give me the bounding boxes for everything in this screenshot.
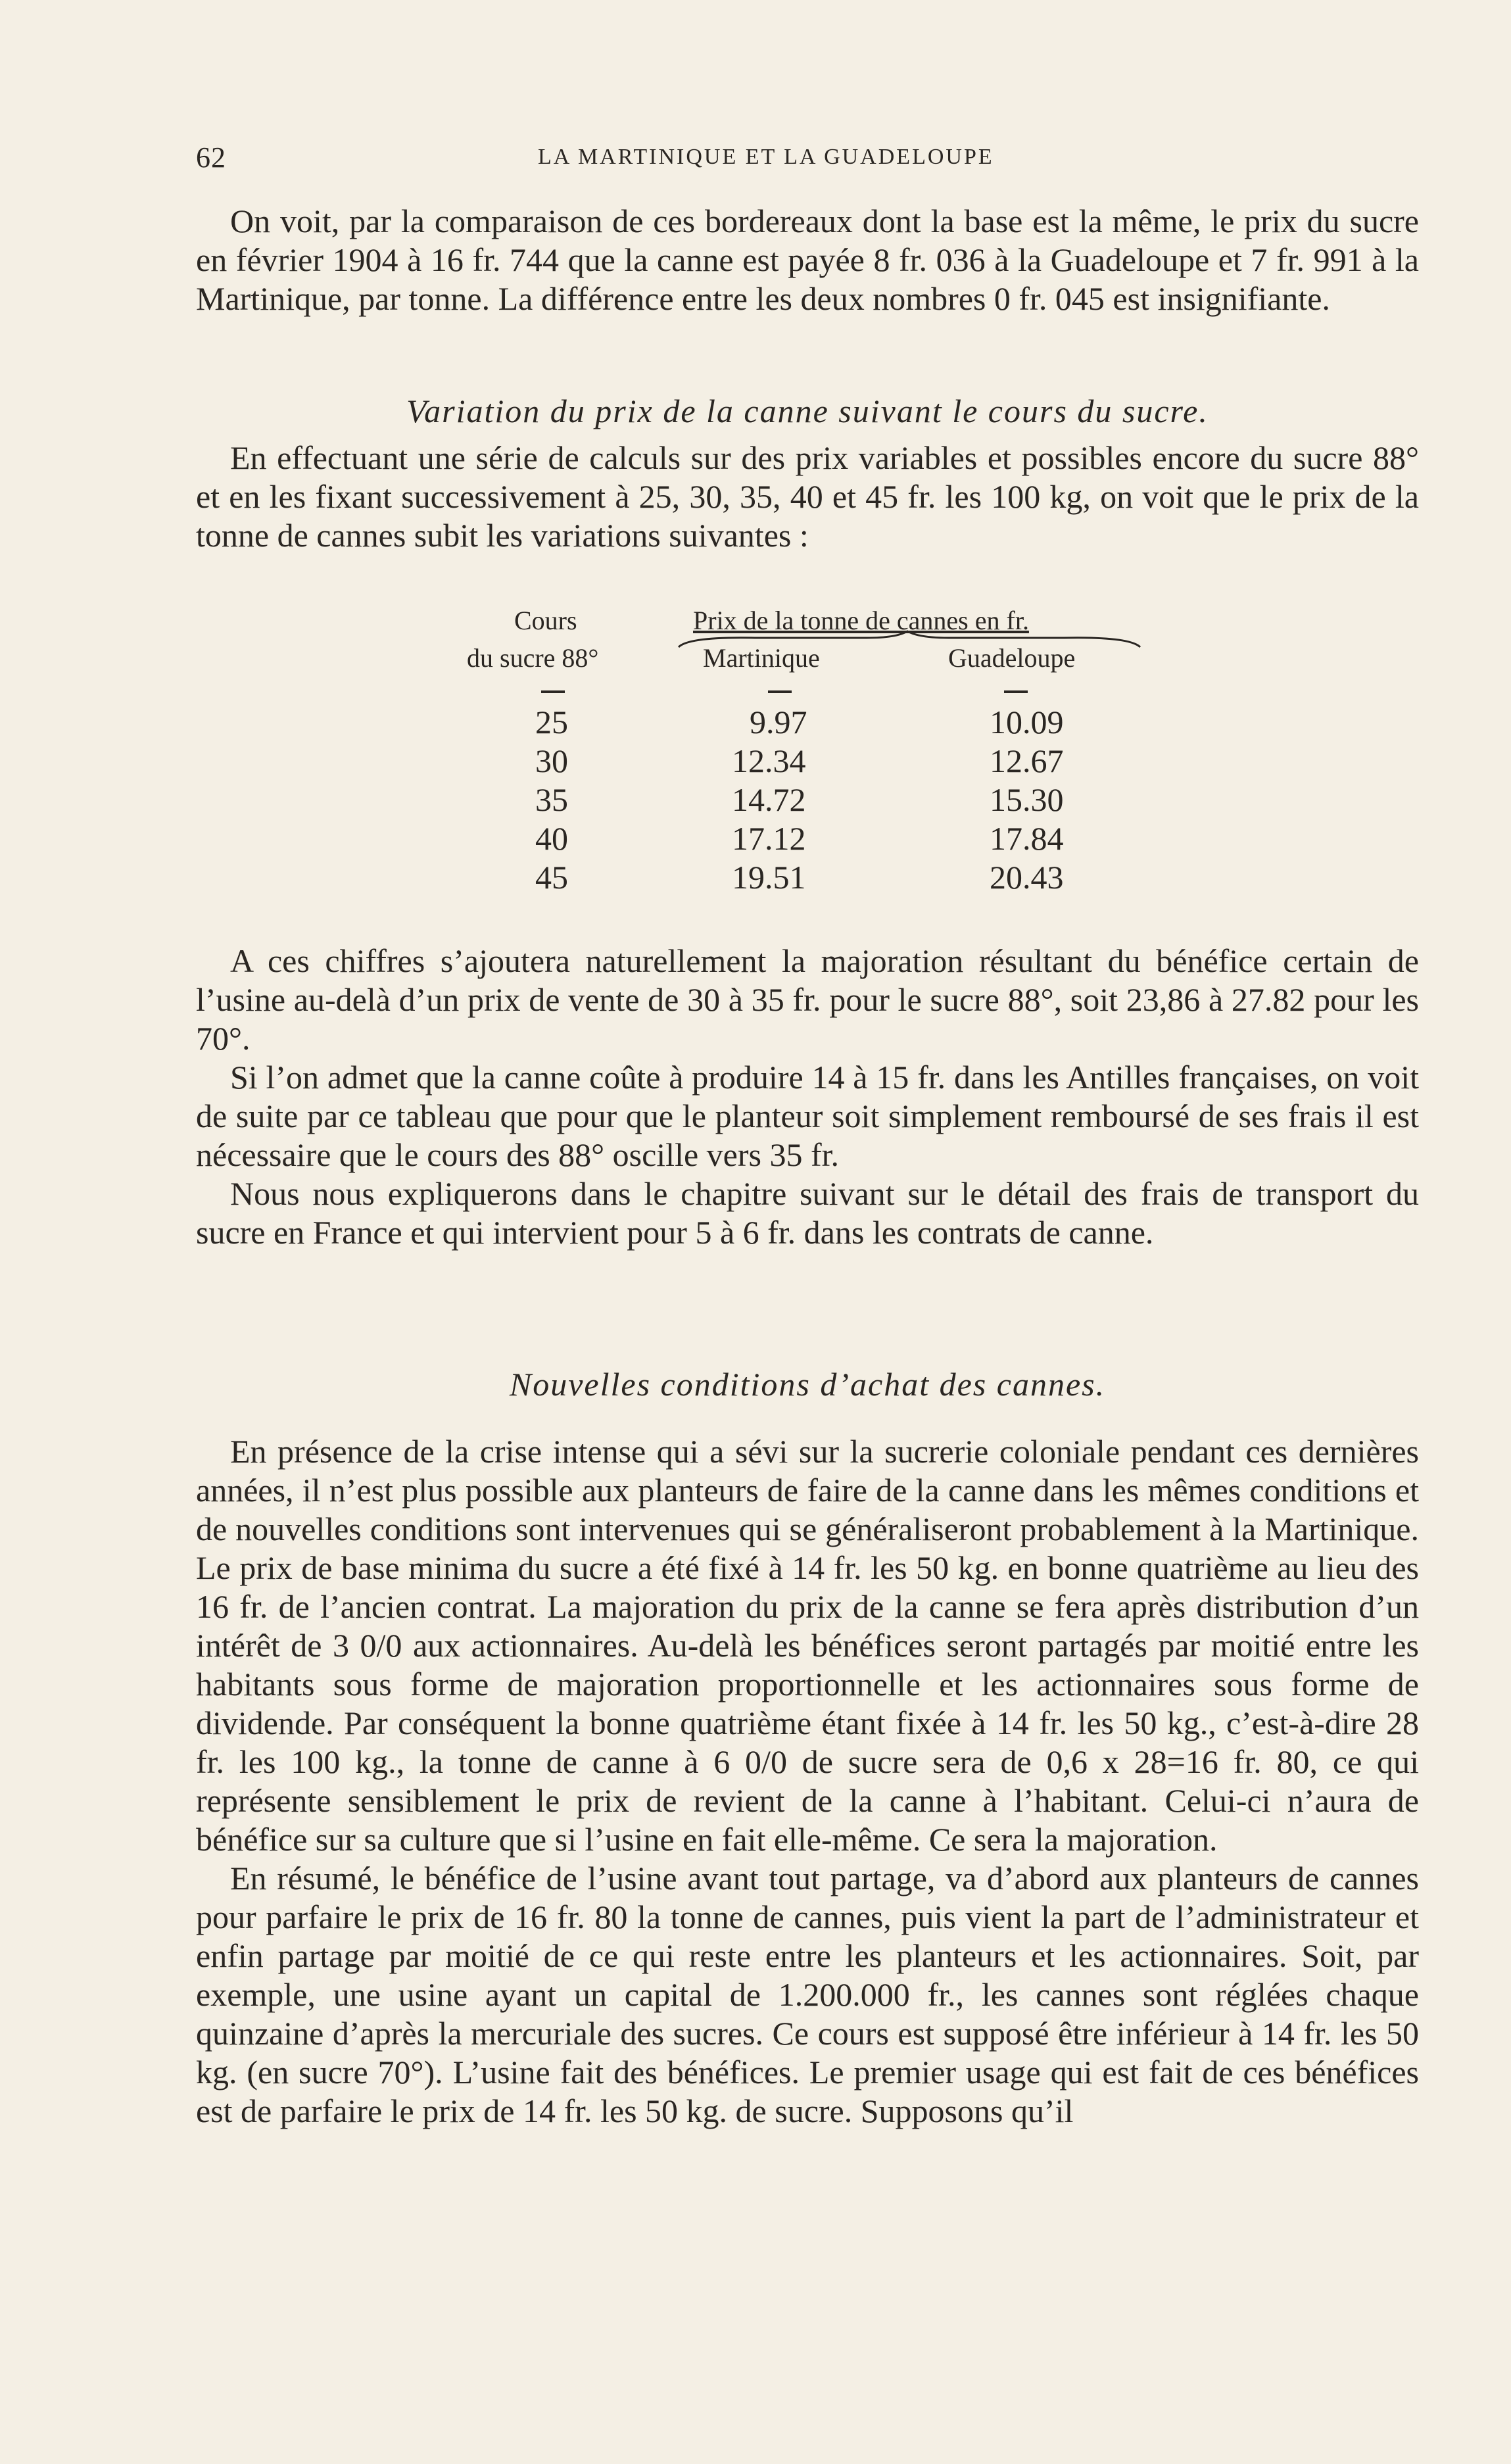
table-cell-martinique: 19.51 xyxy=(732,859,806,896)
table-header-guadeloupe: Guadeloupe xyxy=(948,643,1076,673)
table-header-cours: Cours xyxy=(514,606,577,635)
price-table xyxy=(196,605,1419,901)
paragraph: En résumé, le bénéfice de l’usine avant tout partage, va d’abord aux planteurs de cannes pour parfaire le prix de 16 fr. 80 la tonne de cannes, puis vient la part de l’administrateur et enfin partage par moitié de ce qui reste entre les planteurs et les actionnaires. Soit, par exemple, une usine ayant un capital de 1.200.000 fr., les cannes sont réglées chaque quinzaine d’après la mercuriale des sucres. Ce cours est supposé être inférieur à 14 fr. les 50 kg. (en sucre 70°). L’usine fait des bénéfices. Le premier usage qui est fait de ces bénéfices est de parfaire le prix de 14 fr. les 50 kg. de sucre. Supposons qu’il xyxy=(196,1860,1419,2129)
table-cell-guadeloupe: 15.30 xyxy=(990,781,1064,818)
table-cell-martinique: 17.12 xyxy=(732,820,806,857)
page-header xyxy=(196,141,1419,180)
paragraph: A ces chiffres s’ajoutera naturellement la majoration résultant du bénéfice certain de l’usine au-delà d’un prix de vente de 30 à 35 fr. pour le sucre 88°, soit 23,86 à 27.82 pour les 70°. xyxy=(196,942,1419,1057)
paragraph: En présence de la crise intense qui a sévi sur la sucrerie coloniale pendant ces dernières années, il n’est plus possible aux planteurs de faire de la canne dans les mêmes conditions et de nouvelles conditions sont intervenues qui se généraliseront probablement à la Martinique. Le prix de base minima du sucre a été fixé à 14 fr. les 50 kg. en bonne quatrième au lieu des 16 fr. de l’ancien contrat. La majoration du prix de la canne se fera après distribution d’un intérêt de 3 0/0 aux actionnaires. Au-delà les bénéfices seront partagés par moitié entre les habitants sous forme de majoration proportionnelle et les actionnaires sous forme de dividende. Par conséquent la bonne quatrième étant fixée à 14 fr. les 50 kg., c’est-à-dire 28 fr. les 100 kg., la tonne de canne à 6 0/0 de sucre sera de 0,6 x 28=16 fr. 80, ce qui représente sensiblement le prix de revient de la canne à l’habitant. Celui-ci n’aura de bénéfice sur sa culture que si l’usine en fait elle-même. Ce sera la majoration. xyxy=(196,1433,1419,1858)
table-cell-martinique: 12.34 xyxy=(732,742,806,779)
table-cell-cours: 25 xyxy=(535,704,568,740)
table-cell-martinique: 14.72 xyxy=(732,781,806,818)
table-cell-guadeloupe: 17.84 xyxy=(990,820,1064,857)
running-title: LA MARTINIQUE ET LA GUADELOUPE xyxy=(538,145,994,169)
section-intro xyxy=(196,202,1419,318)
table-header-sucre: du sucre 88° xyxy=(467,643,599,673)
header-rule xyxy=(768,690,792,693)
section-middle xyxy=(196,942,1419,1252)
page-number: 62 xyxy=(196,141,226,174)
paragraph: En effectuant une série de calculs sur des prix variables et possibles encore du sucre 88° et en les fixant successivement à 25, 30, 35, 40 et 45 fr. les 100 kg, on voit que le prix de la tonne de cannes subit les variations suivantes : xyxy=(196,439,1419,554)
table-cell-guadeloupe: 10.09 xyxy=(990,704,1064,740)
table-group-header: Prix de la tonne de cannes en fr. xyxy=(693,606,1029,635)
header-rule xyxy=(1004,690,1028,693)
paragraph: Nous nous expliquerons dans le chapitre suivant sur le détail des frais de transport du sucre en France et qui intervient pour 5 à 6 fr. dans les contrats de canne. xyxy=(196,1175,1419,1251)
table-cell-cours: 30 xyxy=(535,742,568,779)
table-header-martinique: Martinique xyxy=(703,643,820,673)
header-rule xyxy=(541,690,565,693)
table-cell-cours: 35 xyxy=(535,781,568,818)
section-variation xyxy=(196,439,1419,555)
section-heading-conditions: Nouvelles conditions d’achat des cannes. xyxy=(509,1366,1106,1403)
section-heading-variation: Variation du prix de la canne suivant le cours du sucre. xyxy=(406,393,1209,429)
table-cell-guadeloupe: 12.67 xyxy=(990,742,1064,779)
table-cell-guadeloupe: 20.43 xyxy=(990,859,1064,896)
table-cell-cours: 45 xyxy=(535,859,568,896)
paragraph: Si l’on admet que la canne coûte à produire 14 à 15 fr. dans les Antilles françaises, on voit de suite par ce tableau que pour que le planteur soit simplement remboursé de ses frais il est nécessaire que le cours des 88° oscille vers 35 fr. xyxy=(196,1059,1419,1173)
section-conditions xyxy=(196,1432,1419,2131)
paragraph: On voit, par la comparaison de ces bordereaux dont la base est la même, le prix du sucre en février 1904 à 16 fr. 744 que la canne est payée 8 fr. 036 à la Guadeloupe et 7 fr. 991 à la Martinique, par tonne. La différence entre les deux nombres 0 fr. 045 est insignifiante. xyxy=(196,203,1419,317)
table-cell-cours: 40 xyxy=(535,820,568,857)
table-cell-martinique: 9.97 xyxy=(750,704,807,740)
